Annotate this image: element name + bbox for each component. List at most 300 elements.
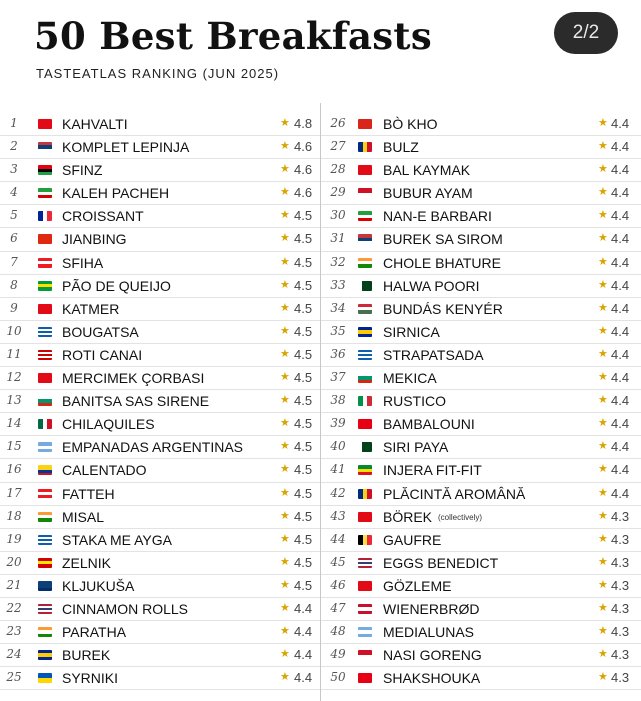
rating-score: 4.4 — [611, 323, 630, 339]
flag-icon — [358, 535, 372, 545]
rank-number: 33 — [330, 277, 346, 292]
flag-icon — [358, 119, 372, 129]
rank-number: 10 — [6, 323, 22, 338]
ranking-row — [321, 321, 641, 344]
rating-score: 4.5 — [294, 462, 313, 478]
star-icon: ★ — [598, 555, 608, 568]
rank-number: 23 — [6, 624, 22, 639]
rating-score: 4.4 — [611, 485, 630, 501]
star-icon: ★ — [280, 440, 290, 453]
rating-score: 4.5 — [294, 370, 313, 386]
star-icon: ★ — [598, 347, 608, 360]
dish-name-text: ROTI CANAI — [62, 346, 143, 363]
star-icon: ★ — [598, 301, 608, 314]
rating-score: 4.4 — [611, 231, 630, 247]
dish-name-text: BAMBALOUNI — [383, 416, 475, 433]
rating-score: 4.4 — [294, 670, 313, 686]
dish-name — [62, 370, 204, 386]
rating-score: 4.4 — [294, 600, 313, 616]
rating-score: 4.3 — [611, 531, 630, 547]
dish-name — [62, 555, 111, 571]
rank-number: 21 — [6, 577, 22, 592]
flag-icon — [38, 558, 52, 568]
star-icon: ★ — [598, 278, 608, 291]
ranking-row — [321, 436, 641, 459]
flag-icon — [38, 581, 52, 591]
dish-name-text: CINNAMON ROLLS — [62, 600, 189, 617]
dish-name — [383, 578, 451, 594]
dish-name-text: EGGS BENEDICT — [383, 554, 499, 571]
dish-name-text: BANITSA SAS SIRENE — [62, 393, 210, 410]
ranking-row — [321, 529, 641, 552]
dish-note: (collectively) — [438, 512, 483, 522]
rating-score: 4.3 — [611, 508, 630, 524]
dish-name — [383, 116, 437, 132]
ranking-row — [321, 252, 641, 275]
ranking-column-right — [321, 113, 641, 690]
dish-name-text: BAL KAYMAK — [383, 162, 471, 179]
dish-name — [62, 578, 134, 594]
star-icon: ★ — [280, 347, 290, 360]
dish-name — [383, 670, 480, 686]
dish-name — [62, 601, 188, 617]
flag-icon — [358, 188, 372, 198]
ranking-row — [321, 621, 641, 644]
rating-score: 4.5 — [294, 554, 313, 570]
star-icon: ★ — [598, 163, 608, 176]
ranking-row — [321, 598, 641, 621]
ranking-column-left — [0, 113, 320, 690]
rank-number: 43 — [330, 508, 346, 523]
rating-score: 4.3 — [611, 647, 630, 663]
rank-number: 47 — [330, 600, 346, 615]
rank-number: 44 — [330, 531, 346, 546]
rating-score: 4.4 — [611, 185, 630, 201]
star-icon: ★ — [280, 301, 290, 314]
ranking-row — [0, 413, 320, 436]
rank-number: 32 — [330, 254, 346, 269]
rank-number: 7 — [10, 254, 18, 269]
dish-name — [62, 301, 119, 317]
ranking-row — [321, 298, 641, 321]
star-icon: ★ — [598, 463, 608, 476]
flag-icon — [38, 442, 52, 452]
star-icon: ★ — [280, 486, 290, 499]
flag-icon — [358, 673, 372, 683]
rank-number: 38 — [330, 393, 346, 408]
star-icon: ★ — [598, 324, 608, 337]
rank-number: 15 — [6, 439, 22, 454]
ranking-row — [0, 390, 320, 413]
star-icon: ★ — [598, 486, 608, 499]
ranking-row — [0, 344, 320, 367]
dish-name-text: PARATHA — [62, 624, 127, 641]
star-icon: ★ — [280, 625, 290, 638]
star-icon: ★ — [280, 578, 290, 591]
rank-number: 26 — [330, 116, 346, 130]
star-icon: ★ — [280, 255, 290, 268]
flag-icon — [38, 512, 52, 522]
flag-icon — [358, 234, 372, 244]
dish-name — [383, 185, 473, 201]
header — [0, 0, 641, 96]
ranking-row — [0, 228, 320, 251]
ranking-row — [0, 621, 320, 644]
ranking-row — [0, 182, 320, 205]
rank-number: 13 — [6, 393, 22, 408]
dish-name-text: JIANBING — [62, 231, 127, 248]
dish-name-text: SFIHA — [62, 254, 104, 271]
flag-icon — [358, 304, 372, 314]
rank-number: 12 — [6, 370, 22, 385]
rank-number: 45 — [330, 554, 346, 569]
rank-number: 50 — [330, 670, 346, 685]
rating-score: 4.8 — [294, 116, 313, 131]
dish-name — [383, 162, 470, 178]
rating-score: 4.5 — [294, 277, 313, 293]
dish-name-text: NASI GORENG — [383, 647, 482, 664]
star-icon: ★ — [280, 324, 290, 337]
rank-number: 24 — [6, 647, 22, 662]
dish-name — [62, 532, 172, 548]
ranking-row — [0, 575, 320, 598]
rating-score: 4.4 — [611, 254, 630, 270]
flag-icon — [38, 165, 52, 175]
rating-score: 4.4 — [611, 393, 630, 409]
star-icon: ★ — [598, 255, 608, 268]
star-icon: ★ — [598, 371, 608, 384]
rating-score: 4.4 — [611, 346, 630, 362]
ranking-row — [321, 390, 641, 413]
ranking-row — [0, 598, 320, 621]
dish-name — [62, 509, 104, 525]
star-icon: ★ — [280, 371, 290, 384]
star-icon: ★ — [280, 509, 290, 522]
ranking-row — [0, 483, 320, 506]
flag-icon — [38, 119, 52, 129]
dish-name — [383, 139, 419, 155]
star-icon: ★ — [598, 625, 608, 638]
flag-icon — [358, 396, 372, 406]
star-icon: ★ — [598, 394, 608, 407]
dish-name-text: MEKICA — [383, 370, 437, 387]
rating-score: 4.3 — [611, 600, 630, 616]
ranking-row — [321, 506, 641, 529]
rating-score: 4.3 — [611, 624, 630, 640]
dish-name — [383, 532, 441, 548]
star-icon: ★ — [598, 209, 608, 222]
rank-number: 27 — [330, 139, 346, 154]
star-icon: ★ — [280, 186, 290, 199]
dish-name — [62, 324, 139, 340]
dish-name-text: GÖZLEME — [383, 577, 452, 594]
flag-icon — [38, 327, 52, 337]
ranking-row — [0, 252, 320, 275]
flag-icon — [358, 489, 372, 499]
dish-name — [383, 301, 503, 317]
rating-score: 4.4 — [611, 370, 630, 386]
dish-name-text: BOUGATSA — [62, 323, 139, 340]
dish-name — [383, 462, 482, 478]
dish-name-text: NAN-E BARBARI — [383, 208, 492, 225]
ranking-row — [0, 205, 320, 228]
dish-name — [62, 162, 102, 178]
dish-name-text: FATTEH — [62, 485, 115, 502]
dish-name — [383, 509, 482, 525]
dish-name — [62, 393, 209, 409]
star-icon: ★ — [280, 278, 290, 291]
flag-icon — [38, 604, 52, 614]
flag-icon — [358, 581, 372, 591]
dish-name-text: RUSTICO — [383, 393, 446, 410]
rank-number: 9 — [10, 300, 18, 315]
ranking-row — [321, 483, 641, 506]
rank-number: 18 — [6, 508, 22, 523]
star-icon: ★ — [598, 417, 608, 430]
dish-name — [62, 486, 115, 502]
star-icon: ★ — [280, 671, 290, 684]
dish-name — [383, 278, 479, 294]
dish-name-text: SFINZ — [62, 162, 103, 179]
rating-score: 4.4 — [611, 416, 630, 432]
rank-number: 49 — [330, 647, 346, 662]
page-title: 50 Best Breakfasts — [34, 14, 432, 58]
rank-number: 35 — [330, 323, 346, 338]
ranking-row — [0, 506, 320, 529]
rating-score: 4.4 — [294, 647, 313, 663]
flag-icon — [38, 258, 52, 268]
flag-icon — [38, 304, 52, 314]
ranking-row — [0, 552, 320, 575]
rating-score: 4.5 — [294, 300, 313, 316]
ranking-row — [0, 459, 320, 482]
star-icon: ★ — [598, 117, 608, 129]
rating-score: 4.4 — [611, 300, 630, 316]
rank-number: 41 — [330, 462, 346, 477]
dish-name — [62, 278, 171, 294]
star-icon: ★ — [598, 532, 608, 545]
dish-name — [383, 370, 437, 386]
dish-name-text: BUNDÁS KENYÉR — [383, 300, 503, 317]
rating-score: 4.5 — [294, 439, 313, 455]
ranking-row — [321, 344, 641, 367]
ranking-row — [0, 321, 320, 344]
dish-name-text: CROISSANT — [62, 208, 144, 225]
flag-icon — [38, 627, 52, 637]
dish-name-text: BULZ — [383, 139, 419, 156]
rating-score: 4.6 — [294, 139, 313, 155]
dish-name-text: KLJUKUŠA — [62, 577, 135, 594]
rank-number: 48 — [330, 624, 346, 639]
rating-score: 4.5 — [294, 254, 313, 270]
star-icon: ★ — [280, 417, 290, 430]
rating-score: 4.5 — [294, 416, 313, 432]
rank-number: 4 — [10, 185, 18, 200]
dish-name-text: ZELNIK — [62, 554, 112, 571]
flag-icon — [358, 142, 372, 152]
rating-score: 4.4 — [611, 462, 630, 478]
rating-score: 4.5 — [294, 231, 313, 247]
dish-name-text: SYRNIKI — [62, 670, 119, 687]
rating-score: 4.4 — [611, 277, 630, 293]
dish-name — [62, 416, 155, 432]
dish-name-text: SHAKSHOUKA — [383, 670, 481, 687]
star-icon: ★ — [280, 601, 290, 614]
rating-score: 4.4 — [294, 624, 313, 640]
star-icon: ★ — [280, 555, 290, 568]
dish-name-text: PÃO DE QUEIJO — [62, 277, 171, 294]
flag-icon — [358, 165, 372, 175]
flag-icon — [358, 627, 372, 637]
star-icon: ★ — [598, 601, 608, 614]
dish-name-text: MISAL — [62, 508, 105, 525]
dish-name — [62, 439, 243, 455]
flag-icon — [38, 373, 52, 383]
dish-name — [62, 647, 110, 663]
rating-score: 4.5 — [294, 393, 313, 409]
rank-number: 11 — [6, 346, 22, 361]
star-icon: ★ — [598, 232, 608, 245]
star-icon: ★ — [598, 648, 608, 661]
star-icon: ★ — [280, 163, 290, 176]
flag-icon — [38, 489, 52, 499]
star-icon: ★ — [598, 509, 608, 522]
flag-icon — [358, 558, 372, 568]
star-icon: ★ — [598, 186, 608, 199]
flag-icon — [38, 396, 52, 406]
rank-number: 40 — [330, 439, 346, 454]
star-icon: ★ — [598, 671, 608, 684]
dish-name — [383, 208, 492, 224]
star-icon: ★ — [280, 463, 290, 476]
rating-score: 4.5 — [294, 577, 313, 593]
dish-name-text: KAHVALTI — [62, 116, 128, 132]
dish-name — [383, 624, 474, 640]
star-icon: ★ — [280, 394, 290, 407]
dish-name-text: CHILAQUILES — [62, 416, 155, 433]
rank-number: 30 — [330, 208, 346, 223]
rank-number: 19 — [6, 531, 22, 546]
ranking-row — [321, 159, 641, 182]
rank-number: 42 — [330, 485, 346, 500]
dish-name — [383, 486, 525, 502]
dish-name — [383, 231, 503, 247]
ranking-row — [321, 367, 641, 390]
ranking-row — [321, 113, 641, 136]
rank-number: 31 — [330, 231, 346, 246]
ranking-row — [0, 113, 320, 136]
page-subtitle: TASTEATLAS RANKING (JUN 2025) — [36, 66, 280, 81]
star-icon: ★ — [598, 140, 608, 153]
rank-number: 2 — [10, 139, 18, 154]
star-icon: ★ — [280, 140, 290, 153]
ranking-row — [321, 413, 641, 436]
dish-name-text: STAKA ME AYGA — [62, 531, 172, 548]
ranking-row — [321, 667, 641, 690]
dish-name — [62, 462, 147, 478]
star-icon: ★ — [280, 648, 290, 661]
rank-number: 25 — [6, 670, 22, 685]
flag-icon — [38, 350, 52, 360]
rank-number: 36 — [330, 346, 346, 361]
ranking-row — [0, 367, 320, 390]
rank-number: 5 — [10, 208, 18, 223]
ranking-row — [321, 228, 641, 251]
dish-name — [62, 670, 118, 686]
dish-name — [383, 255, 501, 271]
flag-icon — [38, 211, 52, 221]
rank-number: 39 — [330, 416, 346, 431]
flag-icon — [38, 535, 52, 545]
ranking-row — [321, 205, 641, 228]
ranking-row — [0, 275, 320, 298]
flag-icon — [358, 512, 372, 522]
dish-name — [62, 139, 189, 155]
dish-name-text: HALWA POORI — [383, 277, 480, 294]
flag-icon — [38, 465, 52, 475]
dish-name — [383, 347, 484, 363]
rating-score: 4.3 — [611, 670, 630, 686]
star-icon: ★ — [280, 532, 290, 545]
dish-name-text: KATMER — [62, 300, 120, 317]
dish-name-text: CALENTADO — [62, 462, 147, 479]
rank-number: 20 — [6, 554, 22, 569]
flag-icon — [358, 604, 372, 614]
dish-name — [383, 647, 482, 663]
rank-number: 22 — [6, 600, 22, 615]
dish-name — [383, 601, 479, 617]
star-icon: ★ — [598, 578, 608, 591]
flag-icon — [358, 211, 372, 221]
ranking-row — [321, 644, 641, 667]
ranking-row — [321, 275, 641, 298]
ranking-row — [321, 552, 641, 575]
rank-number: 17 — [6, 485, 22, 500]
rating-score: 4.5 — [294, 323, 313, 339]
rating-score: 4.5 — [294, 346, 313, 362]
dish-name — [383, 416, 475, 432]
star-icon: ★ — [598, 440, 608, 453]
dish-name-text: SIRNICA — [383, 323, 440, 340]
dish-name-text: KALEH PACHEH — [62, 185, 170, 202]
ranking-row — [0, 644, 320, 667]
dish-name-text: GAUFRE — [383, 531, 442, 548]
dish-name-text: WIENERBRØD — [383, 600, 480, 617]
ranking-row — [321, 182, 641, 205]
star-icon: ★ — [280, 117, 290, 129]
flag-icon — [358, 465, 372, 475]
flag-icon — [358, 281, 372, 291]
dish-name — [62, 116, 128, 132]
rank-number: 16 — [6, 462, 22, 477]
dish-name-text: BUREK SA SIROM — [383, 231, 503, 248]
rank-number: 37 — [330, 370, 346, 385]
ranking-table — [0, 103, 641, 701]
rating-score: 4.5 — [294, 531, 313, 547]
dish-name-text: MERCIMEK ÇORBASI — [62, 370, 205, 387]
flag-icon — [358, 373, 372, 383]
page-indicator-badge[interactable]: 2/2 — [554, 12, 618, 54]
rank-number: 6 — [10, 231, 18, 246]
flag-icon — [358, 419, 372, 429]
dish-name — [383, 555, 498, 571]
rank-number: 34 — [330, 300, 346, 315]
dish-name — [62, 185, 169, 201]
rating-score: 4.4 — [611, 162, 630, 178]
rating-score: 4.4 — [611, 208, 630, 224]
rank-number: 28 — [330, 162, 346, 177]
dish-name — [383, 324, 440, 340]
